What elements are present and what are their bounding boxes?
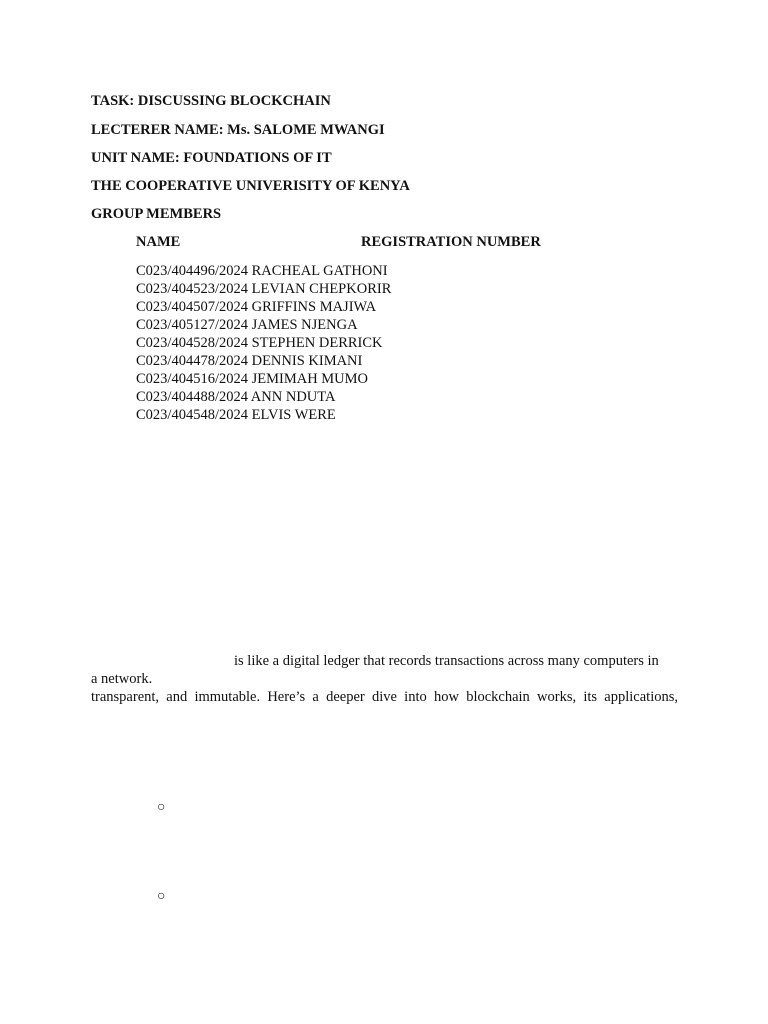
column-header-registration: REGISTRATION NUMBER [361,234,541,250]
member-row: C023/404548/2024 ELVIS WERE [136,407,336,423]
body-text-line-3: transparent, and immutable. Here’s a deeper dive into how blockchain works, its applications, [91,689,678,705]
column-header-name: NAME [136,234,181,250]
task-title: TASK: DISCUSSING BLOCKCHAIN [91,93,331,109]
list-bullet-icon: ○ [157,800,166,815]
university-name: THE COOPERATIVE UNIVERISITY OF KENYA [91,178,410,194]
member-row: C023/404528/2024 STEPHEN DERRICK [136,335,383,351]
member-row: C023/405127/2024 JAMES NJENGA [136,317,358,333]
member-row: C023/404507/2024 GRIFFINS MAJIWA [136,299,377,315]
group-members-list [136,262,391,424]
list-bullet-icon: ○ [157,889,166,904]
member-row: C023/404478/2024 DENNIS KIMANI [136,353,363,369]
member-row: C023/404496/2024 RACHEAL GATHONI [136,263,388,279]
member-row: C023/404523/2024 LEVIAN CHEPKORIR [136,281,392,297]
body-text-line-1: is like a digital ledger that records transactions across many computers in [234,653,659,669]
lecturer-name: LECTERER NAME: Ms. SALOME MWANGI [91,122,385,138]
group-members-heading: GROUP MEMBERS [91,206,222,222]
member-row: C023/404516/2024 JEMIMAH MUMO [136,371,369,387]
body-text-line-2: a network. [91,671,153,687]
member-row: C023/404488/2024 ANN NDUTA [136,389,336,405]
unit-name: UNIT NAME: FOUNDATIONS OF IT [91,150,332,166]
